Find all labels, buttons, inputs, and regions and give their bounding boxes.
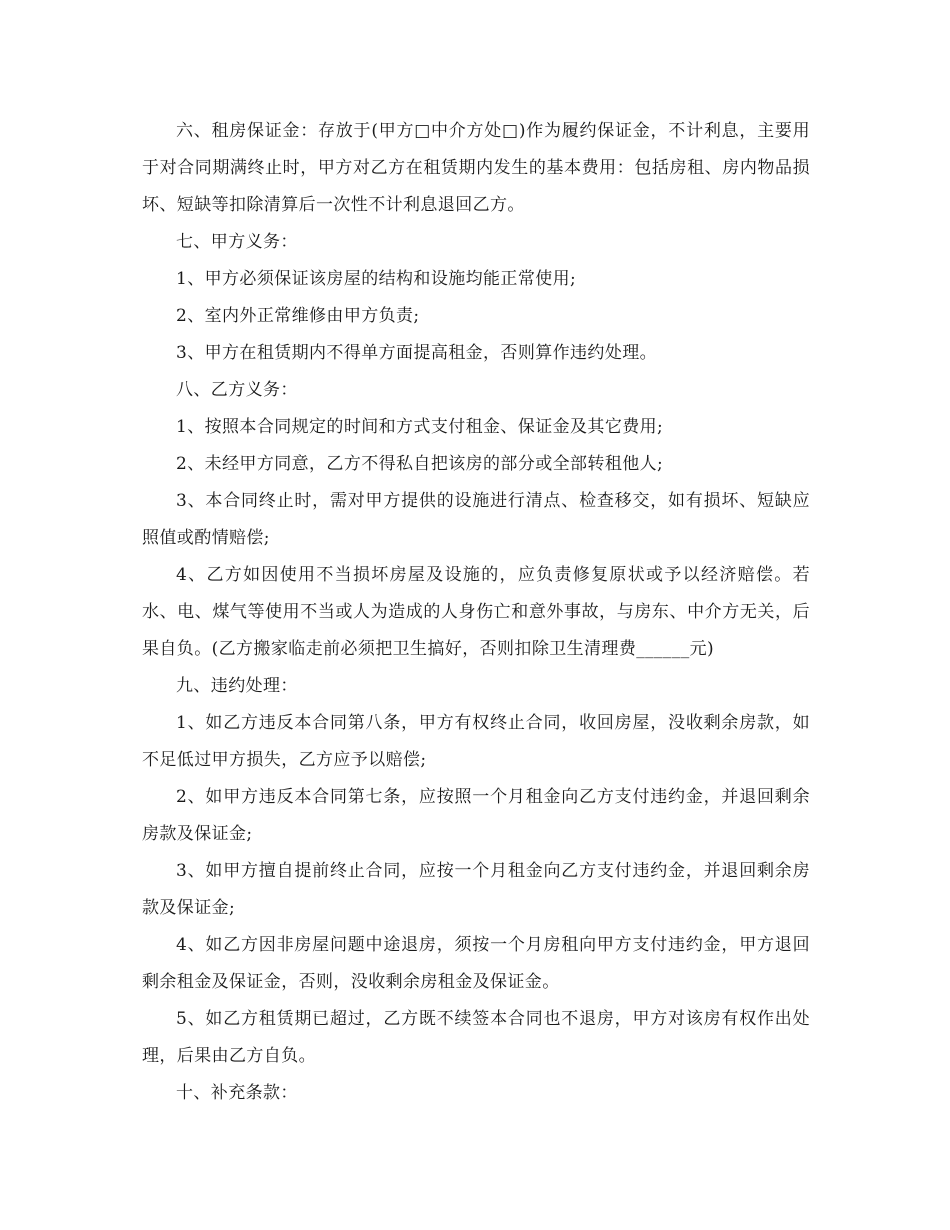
clause-7-item-3: 3、甲方在租赁期内不得单方面提高租金，否则算作违约处理。 [176, 343, 658, 363]
clause-8-item-2: 2、未经甲方同意，乙方不得私自把该房的部分或全部转租他人; [176, 454, 664, 474]
clause-9-item-5: 5、如乙方租赁期已超过，乙方既不续签本合同也不退房，甲方对该房有权作出处理，后果由乙方自负。 [142, 1009, 810, 1066]
clause-10-heading: 十、补充条款： [176, 1083, 298, 1103]
clause-7-item-2: 2、室内外正常维修由甲方负责; [176, 306, 420, 326]
clause-6-deposit: 六、租房保证金：存放于(甲方□中介方处□)作为履约保证金，不计利息，主要用于对合同期满终止时，甲方对乙方在租赁期内发生的基本费用：包括房租、房内物品损坏、短缺等扣除清算后一次性不计利息退回乙方。 [142, 121, 810, 215]
clause-9-item-2: 2、如甲方违反本合同第七条，应按照一个月租金向乙方支付违约金，并退回剩余房款及保证金; [142, 787, 810, 844]
clause-8-heading: 八、乙方义务： [176, 380, 298, 400]
clause-8-item-1: 1、按照本合同规定的时间和方式支付租金、保证金及其它费用; [176, 417, 664, 437]
document-body [142, 113, 810, 1112]
clause-9-heading: 九、违约处理： [176, 676, 298, 696]
clause-9-item-3: 3、如甲方擅自提前终止合同，应按一个月租金向乙方支付违约金，并退回剩余房款及保证金; [142, 861, 810, 918]
clause-9-item-1: 1、如乙方违反本合同第八条，甲方有权终止合同，收回房屋，没收剩余房款，如不足低过甲方损失，乙方应予以赔偿; [142, 713, 810, 770]
clause-8-item-3: 3、本合同终止时，需对甲方提供的设施进行清点、检查移交，如有损坏、短缺应照值或酌情赔偿; [142, 491, 810, 548]
clause-8-item-4: 4、乙方如因使用不当损坏房屋及设施的，应负责修复原状或予以经济赔偿。若水、电、煤气等使用不当或人为造成的人身伤亡和意外事故，与房东、中介方无关，后果自负。(乙方搬家临走前必须把卫生搞好，否则扣除卫生清理费______元) [142, 565, 810, 659]
clause-7-heading: 七、甲方义务： [176, 232, 298, 252]
clause-7-item-1: 1、甲方必须保证该房屋的结构和设施均能正常使用; [176, 269, 577, 289]
clause-9-item-4: 4、如乙方因非房屋问题中途退房，须按一个月房租向甲方支付违约金，甲方退回剩余租金及保证金，否则，没收剩余房租金及保证金。 [142, 935, 810, 992]
